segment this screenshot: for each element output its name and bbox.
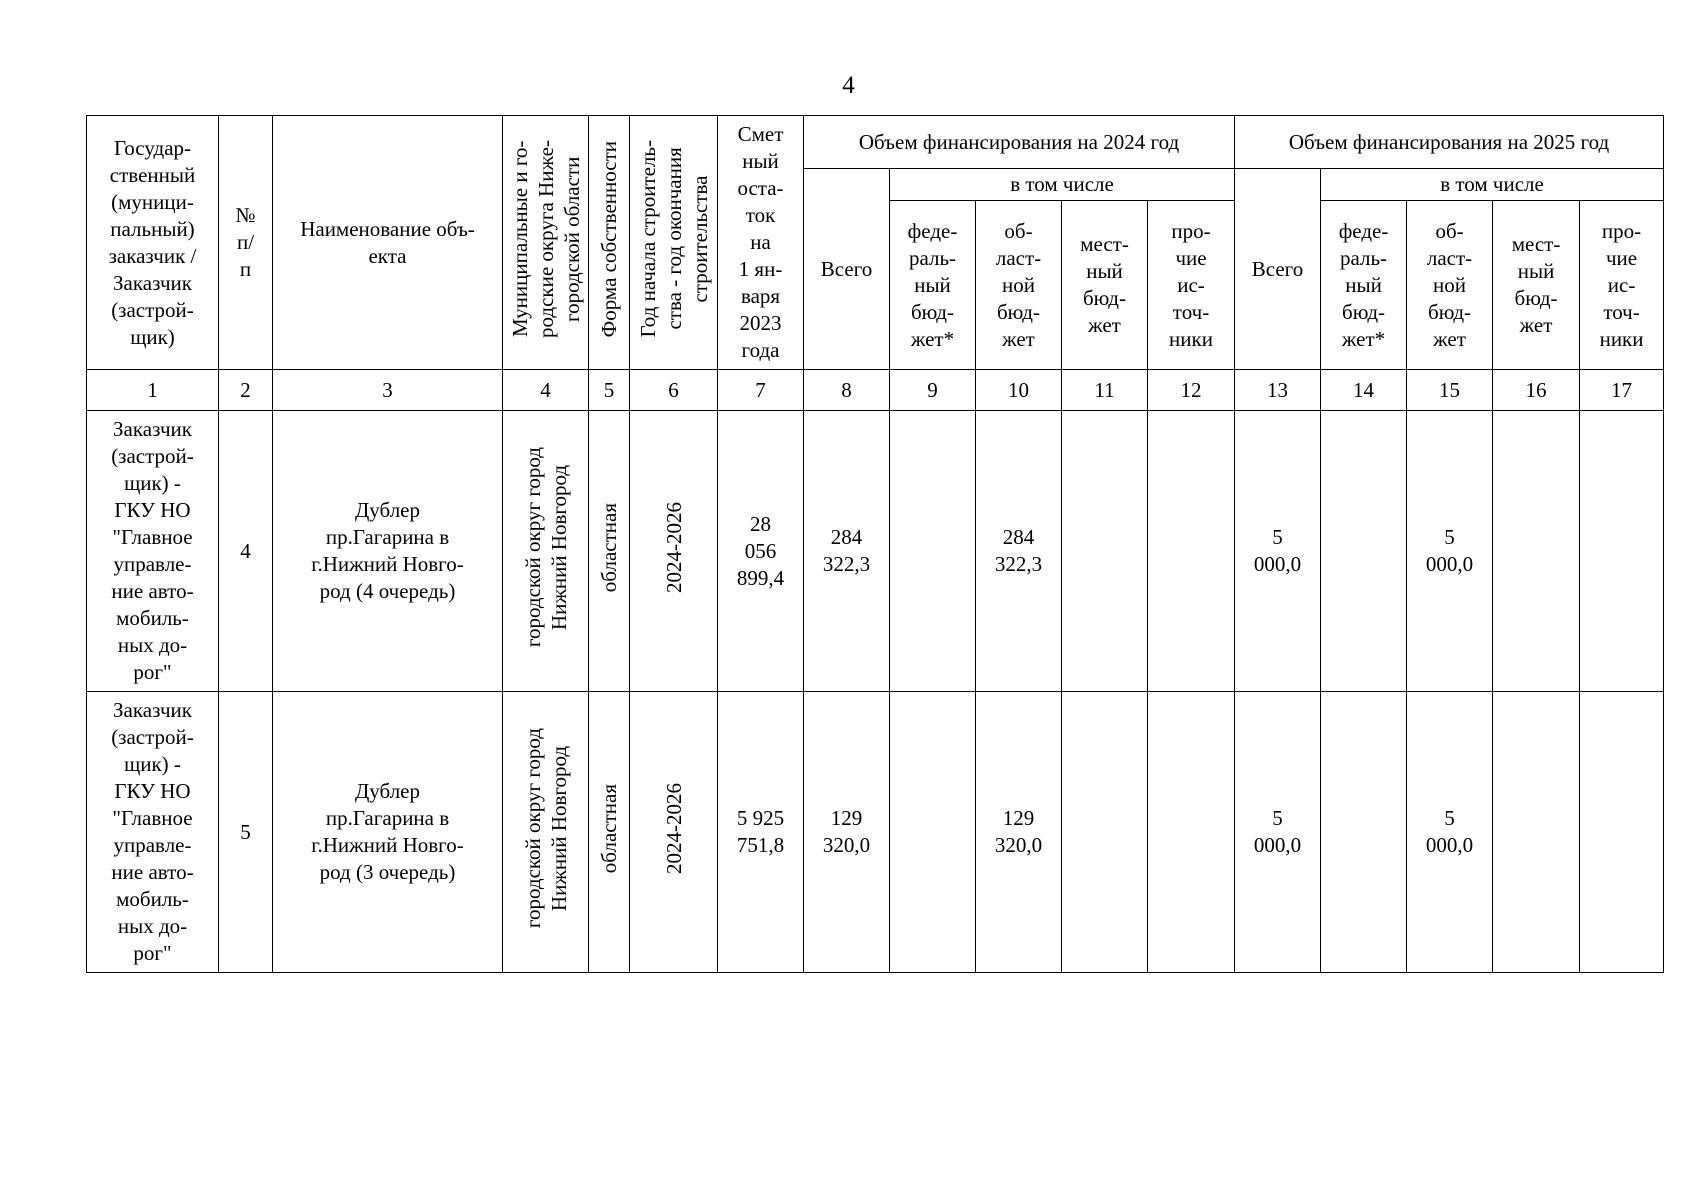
- cell-federal-2025: [1321, 411, 1407, 692]
- cell-other-2025: [1580, 692, 1664, 973]
- column-number: 5: [589, 370, 630, 411]
- page-number: 4: [842, 72, 855, 99]
- cell-federal-2024: [890, 692, 976, 973]
- cell-ownership: [589, 692, 630, 973]
- cell-total-2024: 129 320,0: [804, 692, 890, 973]
- cell-object-name: Дублер пр.Гагарина в г.Нижний Новго- род (4 очередь): [273, 411, 503, 692]
- column-number: 9: [890, 370, 976, 411]
- cell-regional-2024: 284 322,3: [976, 411, 1062, 692]
- cell-local-2024: [1062, 411, 1148, 692]
- table-row: [87, 411, 1664, 692]
- header-row-top: [87, 116, 1664, 169]
- header-including-2024: в том числе: [890, 169, 1235, 201]
- table-row: [87, 692, 1664, 973]
- header-estimate: Смет ный оста- ток на 1 ян- варя 2023 года: [718, 116, 804, 370]
- header-customer: Государ- ственный (муници- пальный) заказчик / Заказчик (застрой- щик): [87, 116, 219, 370]
- cell-customer: Заказчик (застрой- щик) - ГКУ НО "Главное управле- ние авто- мобиль- ных до- рог": [87, 692, 219, 973]
- header-funding-2024: Объем финансирования на 2024 год: [804, 116, 1235, 169]
- cell-other-2024: [1148, 692, 1235, 973]
- header-local-2025: мест- ный бюд- жет: [1493, 201, 1580, 370]
- column-number: 6: [630, 370, 718, 411]
- cell-regional-2025: 5 000,0: [1407, 411, 1493, 692]
- column-number: 11: [1062, 370, 1148, 411]
- cell-years-text: 2024-2026: [661, 783, 686, 874]
- header-number: № п/ п: [219, 116, 273, 370]
- cell-years: [630, 692, 718, 973]
- header-ownership: [589, 116, 630, 370]
- column-number: 13: [1235, 370, 1321, 411]
- header-local-2024: мест- ный бюд- жет: [1062, 201, 1148, 370]
- column-number: 3: [273, 370, 503, 411]
- cell-federal-2024: [890, 411, 976, 692]
- cell-regional-2024: 129 320,0: [976, 692, 1062, 973]
- header-object-name: Наименование объ- екта: [273, 116, 503, 370]
- cell-other-2024: [1148, 411, 1235, 692]
- cell-total-2024: 284 322,3: [804, 411, 890, 692]
- cell-municipality-text: городской округ город Нижний Новгород: [520, 728, 571, 929]
- financing-table: [86, 115, 1664, 973]
- cell-number: 5: [219, 692, 273, 973]
- column-number: 15: [1407, 370, 1493, 411]
- header-municipality-text: Муниципальные и го- родские округа Ниже- городской области: [508, 140, 584, 338]
- header-other-2024: про- чие ис- точ- ники: [1148, 201, 1235, 370]
- header-municipality: [503, 116, 589, 370]
- cell-other-2025: [1580, 411, 1664, 692]
- cell-municipality-text: городской округ город Нижний Новгород: [520, 447, 571, 648]
- cell-ownership-text: областная: [597, 783, 621, 874]
- header-funding-2025: Объем финансирования на 2025 год: [1235, 116, 1664, 169]
- column-number: 10: [976, 370, 1062, 411]
- cell-local-2025: [1493, 411, 1580, 692]
- cell-regional-2025: 5 000,0: [1407, 692, 1493, 973]
- cell-municipality: [503, 692, 589, 973]
- column-number: 17: [1580, 370, 1664, 411]
- column-number: 4: [503, 370, 589, 411]
- cell-local-2025: [1493, 692, 1580, 973]
- cell-years: [630, 411, 718, 692]
- header-regional-2025: об- ласт- ной бюд- жет: [1407, 201, 1493, 370]
- cell-years-text: 2024-2026: [661, 502, 686, 593]
- column-number: 8: [804, 370, 890, 411]
- column-number: 14: [1321, 370, 1407, 411]
- header-years-text: Год начала строитель- ства - год окончания строительства: [635, 140, 712, 338]
- cell-customer: Заказчик (застрой- щик) - ГКУ НО "Главное управле- ние авто- мобиль- ных до- рог": [87, 411, 219, 692]
- cell-municipality: [503, 411, 589, 692]
- column-number: 2: [219, 370, 273, 411]
- cell-number: 4: [219, 411, 273, 692]
- cell-total-2025: 5 000,0: [1235, 411, 1321, 692]
- column-number: 1: [87, 370, 219, 411]
- cell-local-2024: [1062, 692, 1148, 973]
- cell-estimate: 5 925 751,8: [718, 692, 804, 973]
- header-regional-2024: об- ласт- ной бюд- жет: [976, 201, 1062, 370]
- cell-object-name: Дублер пр.Гагарина в г.Нижний Новго- род (3 очередь): [273, 692, 503, 973]
- header-federal-2025: феде- раль- ный бюд- жет*: [1321, 201, 1407, 370]
- column-number: 16: [1493, 370, 1580, 411]
- cell-ownership: [589, 411, 630, 692]
- cell-total-2025: 5 000,0: [1235, 692, 1321, 973]
- header-total-2024: Всего: [804, 169, 890, 370]
- column-number-row: [87, 370, 1664, 411]
- header-total-2025: Всего: [1235, 169, 1321, 370]
- header-federal-2024: феде- раль- ный бюд- жет*: [890, 201, 976, 370]
- header-other-2025: про- чие ис- точ- ники: [1580, 201, 1664, 370]
- cell-ownership-text: областная: [597, 502, 621, 593]
- cell-federal-2025: [1321, 692, 1407, 973]
- header-including-2025: в том числе: [1321, 169, 1664, 201]
- cell-estimate: 28 056 899,4: [718, 411, 804, 692]
- column-number: 7: [718, 370, 804, 411]
- column-number: 12: [1148, 370, 1235, 411]
- header-years: [630, 116, 718, 370]
- header-ownership-text: Форма собственности: [597, 140, 621, 338]
